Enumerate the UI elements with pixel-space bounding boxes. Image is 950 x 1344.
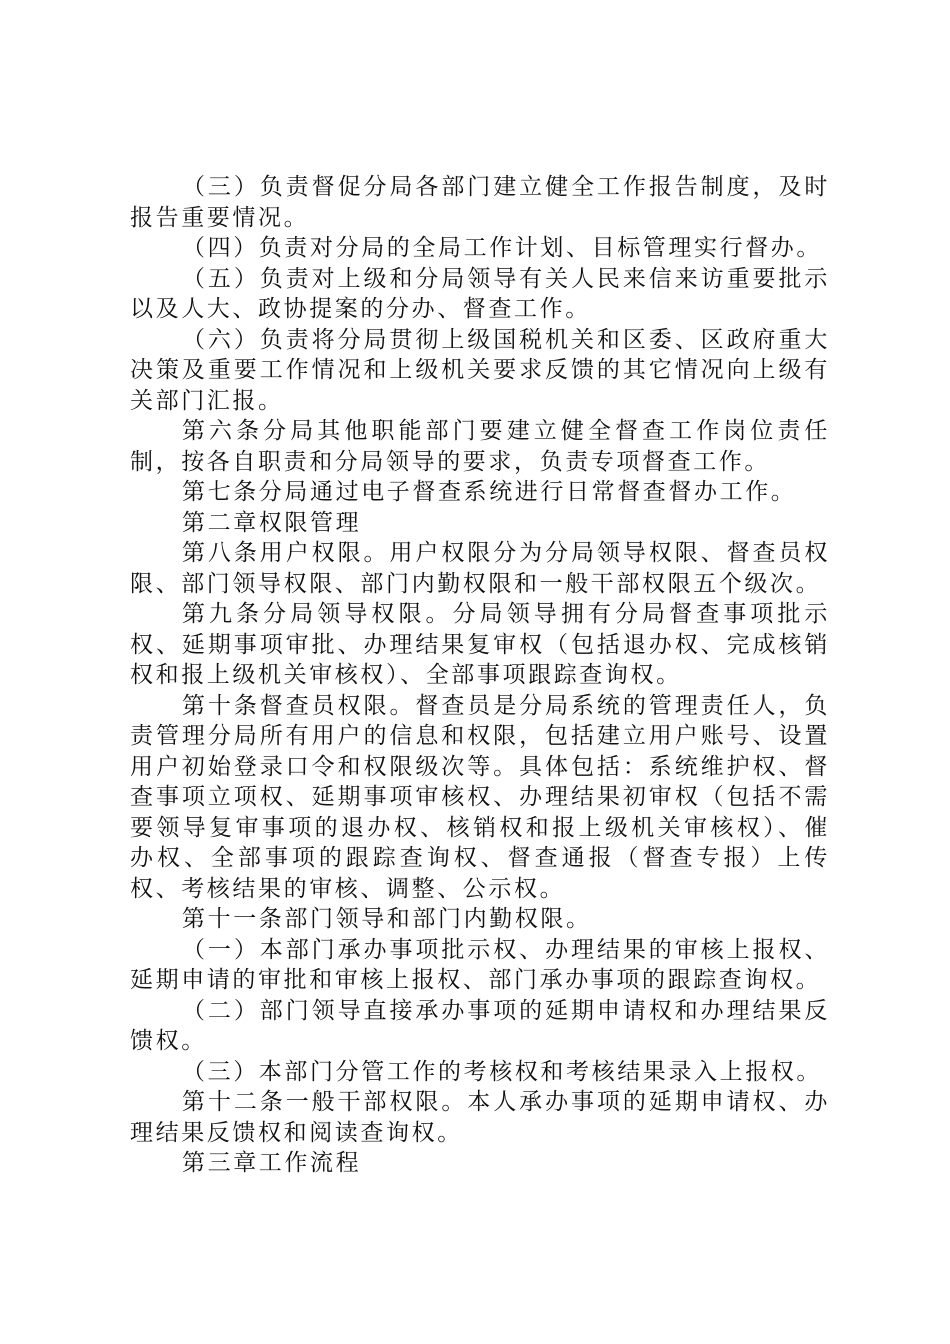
article-8: 第八条用户权限。用户权限分为分局领导权限、督查员权限、部门领导权限、部门内勤权限和一般干部权限五个级次。 bbox=[130, 540, 830, 597]
article-11-item-2: （二）部门领导直接承办事项的延期申请权和办理结果反馈权。 bbox=[130, 997, 830, 1054]
paragraph-3-reporting: （三）负责督促分局各部门建立健全工作报告制度，及时报告重要情况。 bbox=[130, 174, 830, 231]
paragraph-6-report-up: （六）负责将分局贯彻上级国税机关和区委、区政府重大决策及重要工作情况和上级机关要求反馈的其它情况向上级有关部门汇报。 bbox=[130, 326, 830, 414]
article-12: 第十二条一般干部权限。本人承办事项的延期申请权、办理结果反馈权和阅读查询权。 bbox=[130, 1089, 830, 1146]
article-9: 第九条分局领导权限。分局领导拥有分局督查事项批示权、延期事项审批、办理结果复审权（包括退办权、完成核销权和报上级机关审核权）、全部事项跟踪查询权。 bbox=[130, 601, 830, 688]
article-11-item-3: （三）本部门分管工作的考核权和考核结果录入上报权。 bbox=[182, 1058, 822, 1085]
chapter-3-heading: 第三章工作流程 bbox=[182, 1150, 362, 1176]
article-11-item-1: （一）本部门承办事项批示权、办理结果的审核上报权、延期申请的审批和审核上报权、部门承办事项的跟踪查询权。 bbox=[130, 936, 830, 993]
chapter-2-heading: 第二章权限管理 bbox=[182, 509, 362, 536]
article-7: 第七条分局通过电子督查系统进行日常督查督办工作。 bbox=[182, 479, 797, 505]
paragraph-5-petitions: （五）负责对上级和分局领导有关人民来信来访重要批示以及人大、政协提案的分办、督查工作。 bbox=[130, 265, 830, 322]
article-10: 第十条督查员权限。督查员是分局系统的管理责任人，负责管理分局所有用户的信息和权限，包括建立用户账号、设置用户初始登录口令和权限级次等。具体包括：系统维护权、督查事项立项权、延期事项审核权、办理结果初审权（包括不需要领导复审事项的退办权、核销权和报上级机关审核权）、催办权、全部事项的跟踪查询权、督查通报（督查专报）上传权、考核结果的审核、调整、公示权。 bbox=[130, 692, 830, 902]
document-body bbox=[130, 172, 830, 1179]
paragraph-4-planning: （四）负责对分局的全局工作计划、目标管理实行督办。 bbox=[182, 235, 822, 261]
article-11: 第十一条部门领导和部门内勤权限。 bbox=[182, 906, 592, 932]
article-6: 第六条分局其他职能部门要建立健全督查工作岗位责任制，按各自职责和分局领导的要求，负责专项督查工作。 bbox=[130, 418, 830, 475]
